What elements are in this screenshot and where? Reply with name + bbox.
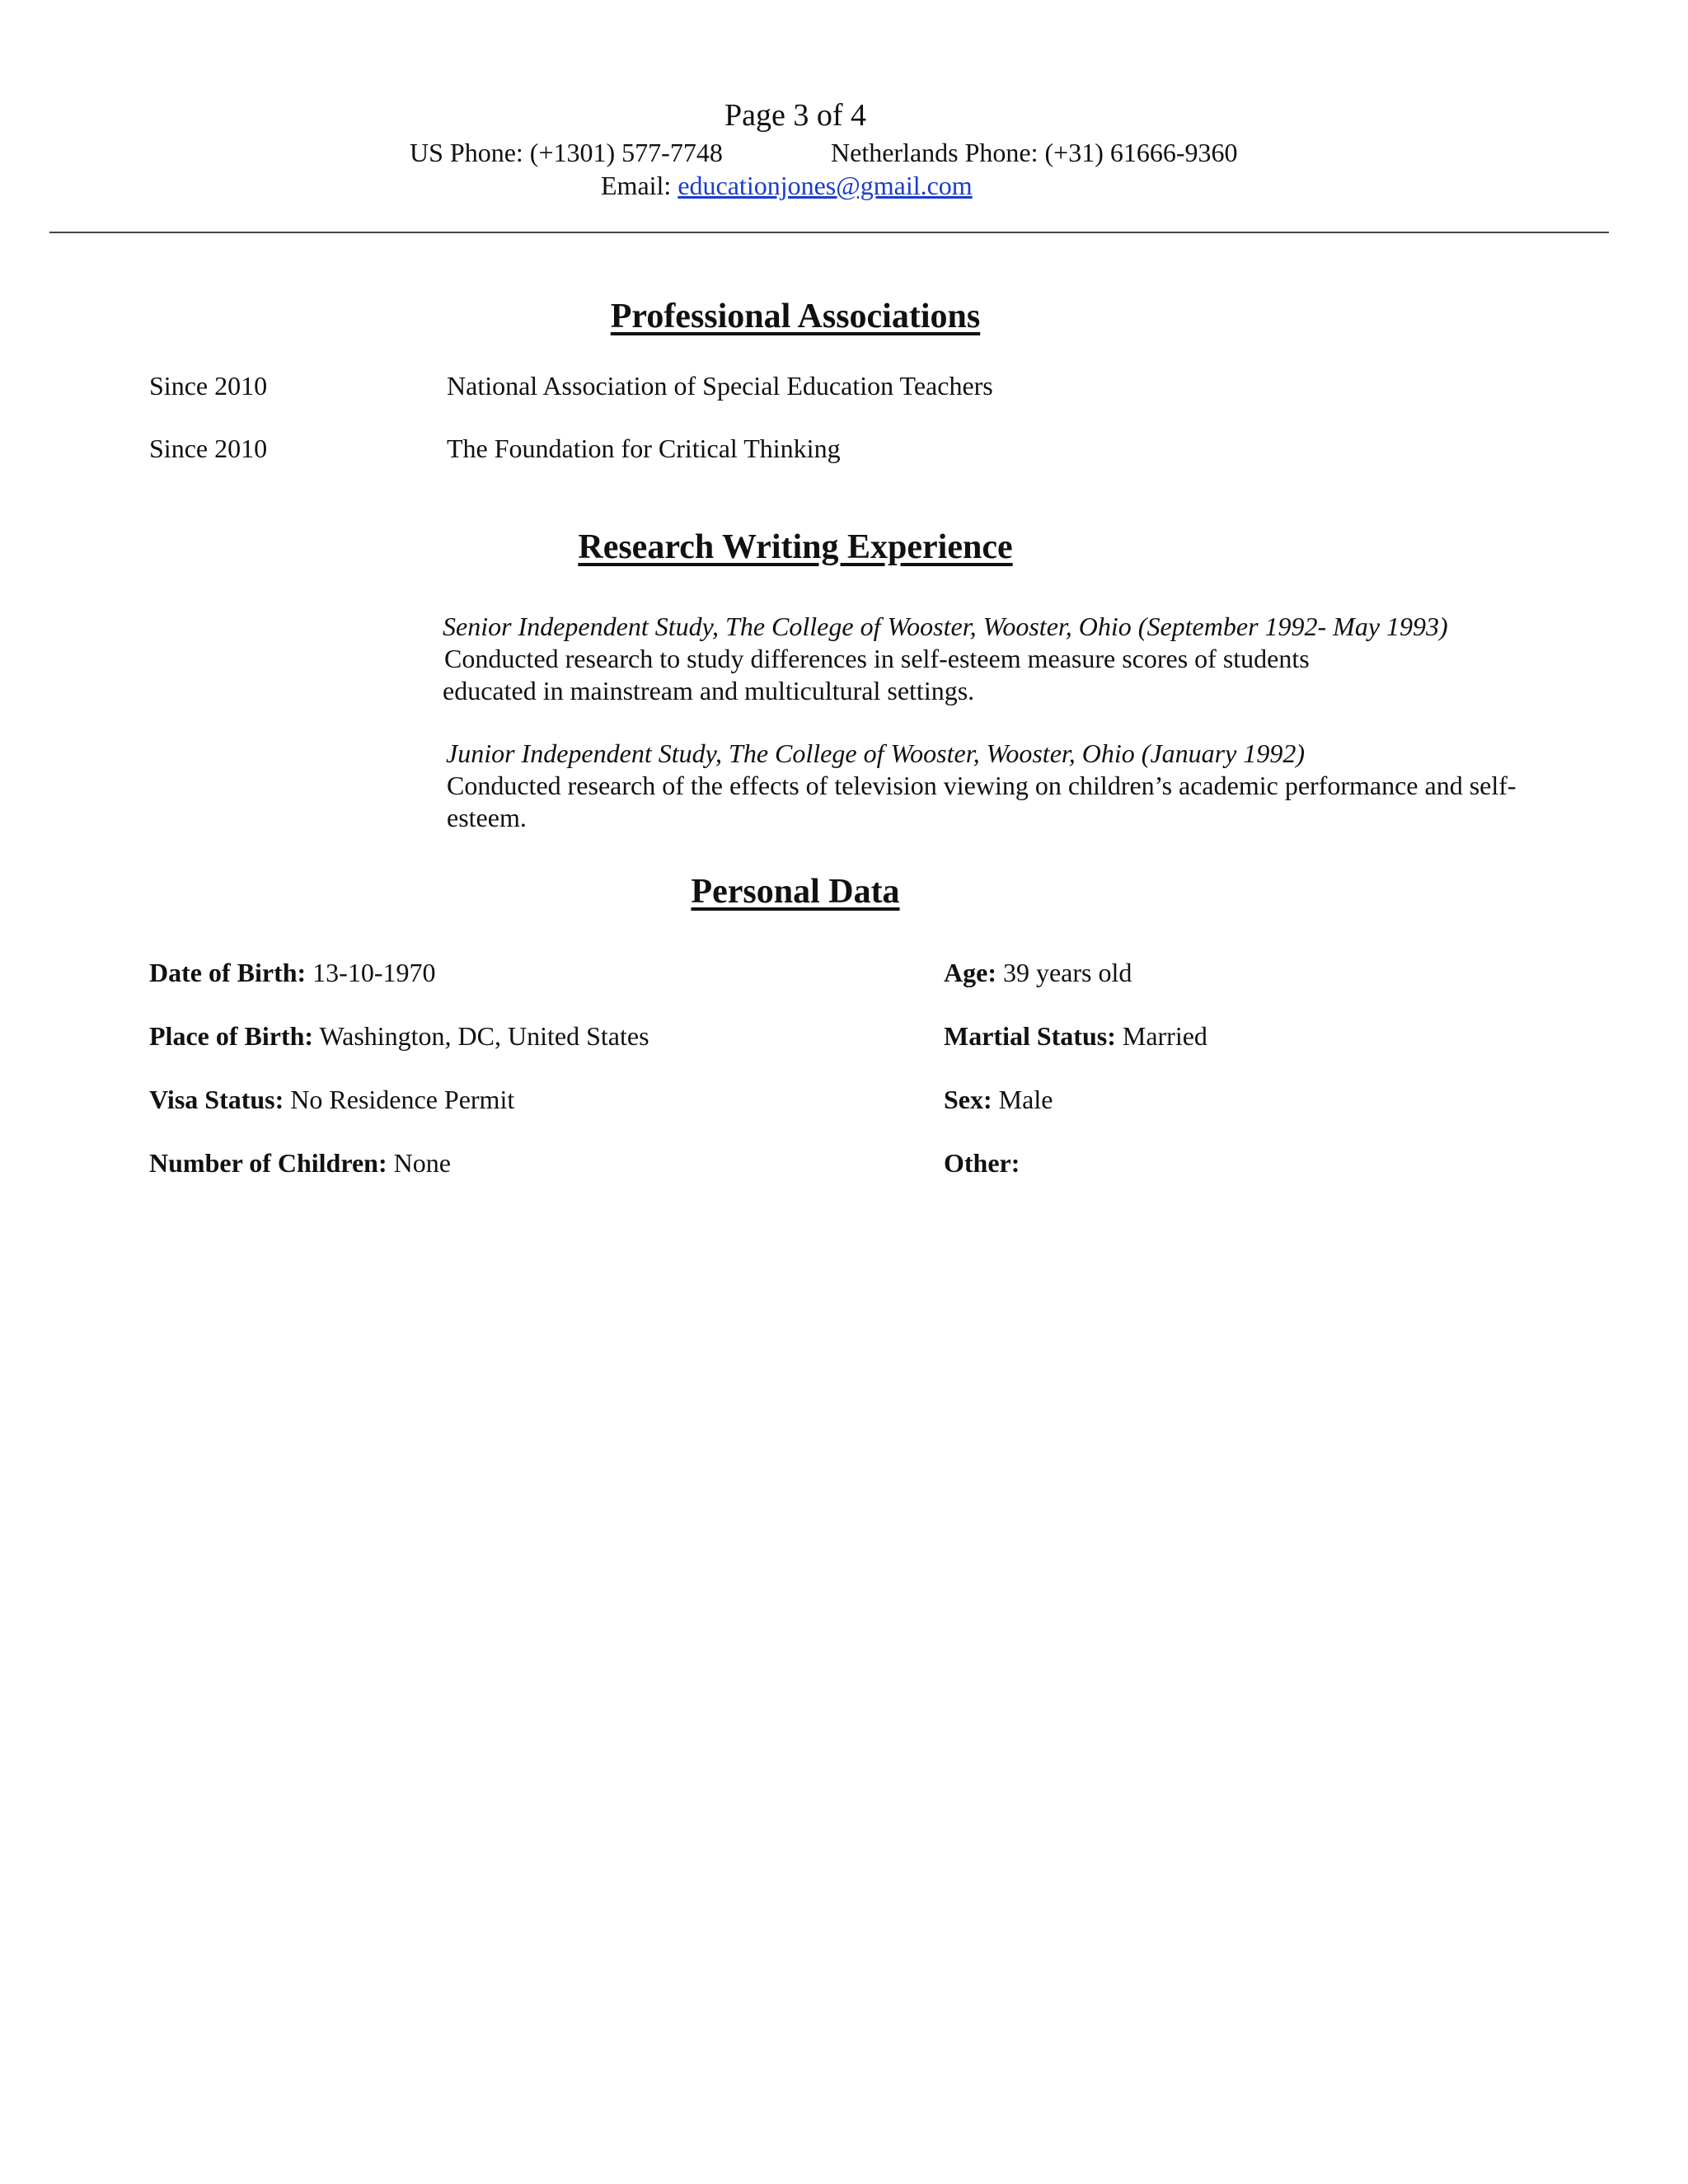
association-name: National Association of Special Education Teachers — [447, 371, 993, 401]
section-title-associations: Professional Associations — [610, 298, 981, 335]
association-date: Since 2010 — [149, 434, 268, 463]
personal-field-marital-status — [944, 1021, 1207, 1052]
field-label: Sex: — [944, 1085, 992, 1114]
field-label: Date of Birth: — [149, 958, 307, 987]
field-value: No Residence Permit — [284, 1085, 515, 1114]
field-value: 39 years old — [996, 958, 1132, 987]
association-name: The Foundation for Critical Thinking — [447, 434, 841, 463]
field-value: Washington, DC, United States — [313, 1021, 649, 1051]
page-number: Page 3 of 4 — [724, 98, 867, 133]
section-title-personal: Personal Data — [691, 873, 900, 911]
email-line — [601, 171, 973, 201]
email-link[interactable]: educationjones@gmail.com — [678, 171, 973, 200]
research-entry-text: Conducted research to study differences in self-esteem measure scores of students — [444, 644, 1310, 673]
personal-field-sex — [944, 1085, 1053, 1115]
association-date: Since 2010 — [149, 371, 268, 401]
header-divider — [49, 232, 1609, 233]
personal-field-other — [944, 1148, 1020, 1179]
personal-field-children — [149, 1148, 451, 1179]
field-label: Number of Children: — [149, 1148, 387, 1178]
field-label: Visa Status: — [149, 1085, 284, 1114]
field-value: Married — [1115, 1021, 1207, 1051]
field-value: None — [387, 1148, 451, 1178]
field-label: Place of Birth: — [149, 1021, 314, 1051]
research-entry-heading: Junior Independent Study, The College of Wooster, Wooster, Ohio (January 1992) — [446, 738, 1305, 768]
field-label: Other: — [944, 1148, 1020, 1178]
section-title-research: Research Writing Experience — [578, 528, 1013, 566]
personal-field-place-of-birth — [149, 1021, 649, 1052]
field-label: Martial Status: — [944, 1021, 1116, 1051]
personal-field-age — [944, 958, 1132, 988]
research-entry-heading: Senior Independent Study, The College of Wooster, Wooster, Ohio (September 1992- May 1993) — [443, 612, 1448, 641]
research-entry-text: Conducted research of the effects of television viewing on children’s academic performance and self- — [447, 771, 1517, 800]
field-label: Age: — [944, 958, 996, 987]
netherlands-phone: Netherlands Phone: (+31) 61666-9360 — [831, 138, 1238, 167]
personal-field-dob — [149, 958, 435, 988]
research-entry-text: esteem. — [447, 803, 527, 832]
research-entry-text: educated in mainstream and multicultural settings. — [443, 676, 975, 705]
email-label: Email: — [601, 171, 678, 200]
personal-field-visa — [149, 1085, 514, 1115]
us-phone: US Phone: (+1301) 577-7748 — [410, 138, 723, 167]
field-value: Male — [992, 1085, 1053, 1114]
field-value: 13-10-1970 — [306, 958, 436, 987]
